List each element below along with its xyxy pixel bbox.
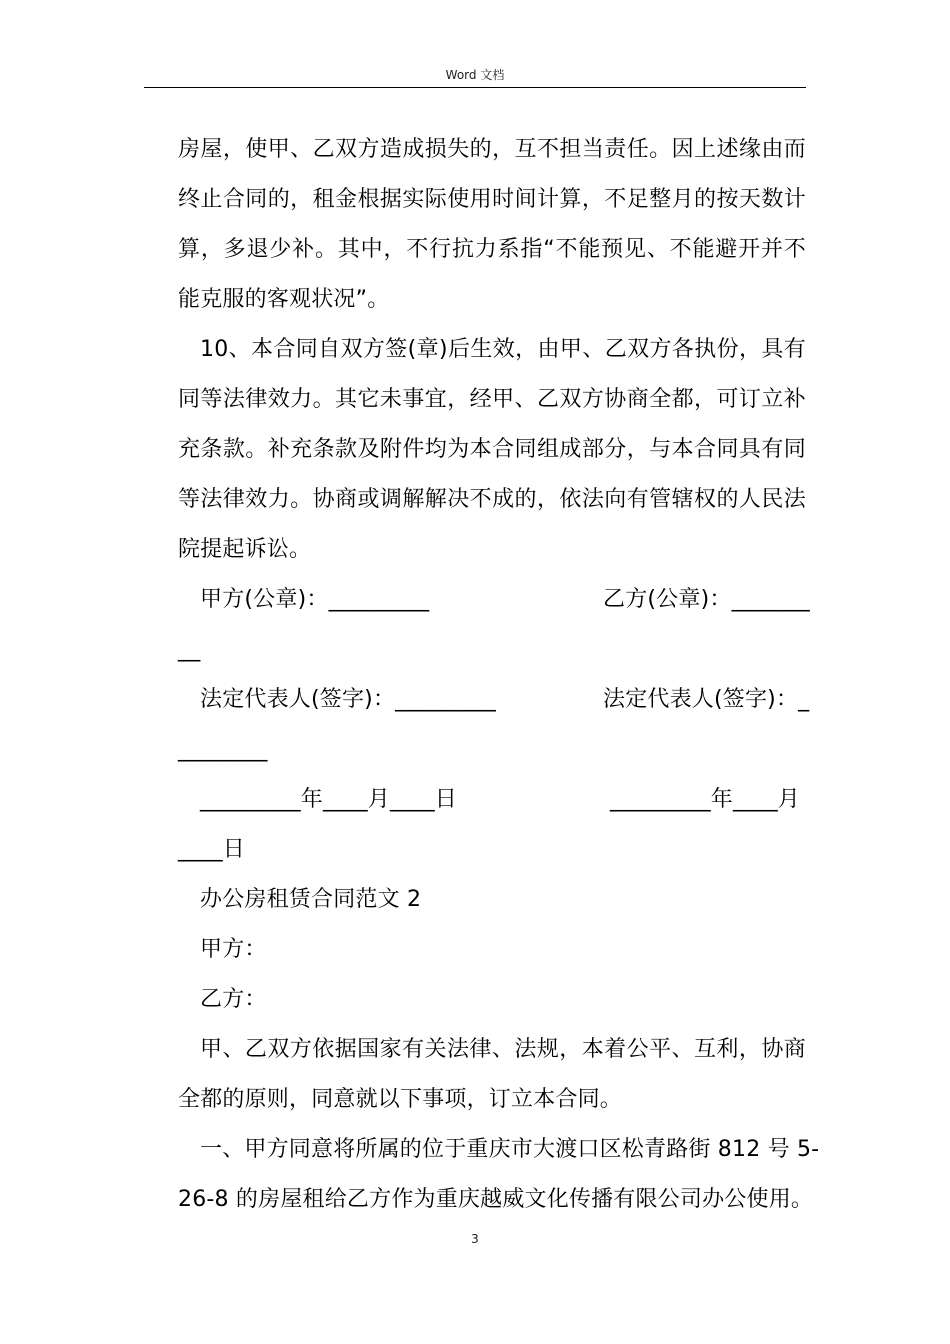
header-title: Word 文档 [445, 68, 505, 82]
preamble-line: 甲、乙双方依据国家有关法律、法规，本着公平、互利，协商 [200, 1037, 806, 1062]
clause-1-line: 一、甲方同意将所属的位于重庆市大渡口区松青路街 812 号 5- [200, 1137, 820, 1162]
party-b-date-field: _________年____月 [610, 787, 801, 812]
paragraph-line: 能克服的客观状况”。 [178, 287, 390, 312]
paragraph-line: 算，多退少补。其中，不行抗力系指“不能预见、不能避开并不 [178, 237, 806, 262]
clause-10-line: 院提起诉讼。 [178, 537, 312, 562]
party-a-seal-field: 甲方(公章)：_________ [200, 587, 430, 612]
clause-10-line: 充条款。补充条款及附件均为本合同组成部分，与本合同具有同 [178, 437, 806, 462]
paragraph-line: 房屋，使甲、乙双方造成损失的，互不担当责任。因上述缘由而 [178, 137, 806, 162]
clause-10-line: 等法律效力。协商或调解解决不成的，依法向有管辖权的人民法 [178, 487, 806, 512]
clause-10-line: 同等法律效力。其它未事宜，经甲、乙双方协商全都，可订立补 [178, 387, 806, 412]
clause-1-line: 26-8 的房屋租给乙方作为重庆越威文化传播有限公司办公使用。 [178, 1187, 814, 1212]
party-a-label: 甲方： [200, 937, 267, 962]
paragraph-line: 终止合同的，租金根据实际使用时间计算，不足整月的按天数计 [178, 187, 806, 212]
preamble-line: 全都的原则，同意就以下事项，订立本合同。 [178, 1087, 623, 1112]
section-title: 办公房租赁合同范文 2 [200, 887, 422, 912]
clause-10-line: 10、本合同自双方签(章)后生效，由甲、乙双方各执份，具有 [200, 337, 806, 362]
party-b-rep-field-cont: ________ [178, 737, 268, 762]
page-number: 3 [471, 1232, 479, 1246]
party-b-rep-field: 法定代表人(签字)：_ [603, 687, 810, 712]
party-a-date-field: _________年____月____日 [200, 787, 458, 812]
party-b-seal-field: 乙方(公章)：_______ [603, 587, 810, 612]
party-b-label: 乙方： [200, 987, 267, 1012]
party-b-seal-field-cont: __ [178, 637, 201, 662]
header-divider [144, 87, 806, 88]
party-a-rep-field: 法定代表人(签字)：_________ [200, 687, 496, 712]
party-b-date-field-cont: ____日 [178, 837, 246, 862]
